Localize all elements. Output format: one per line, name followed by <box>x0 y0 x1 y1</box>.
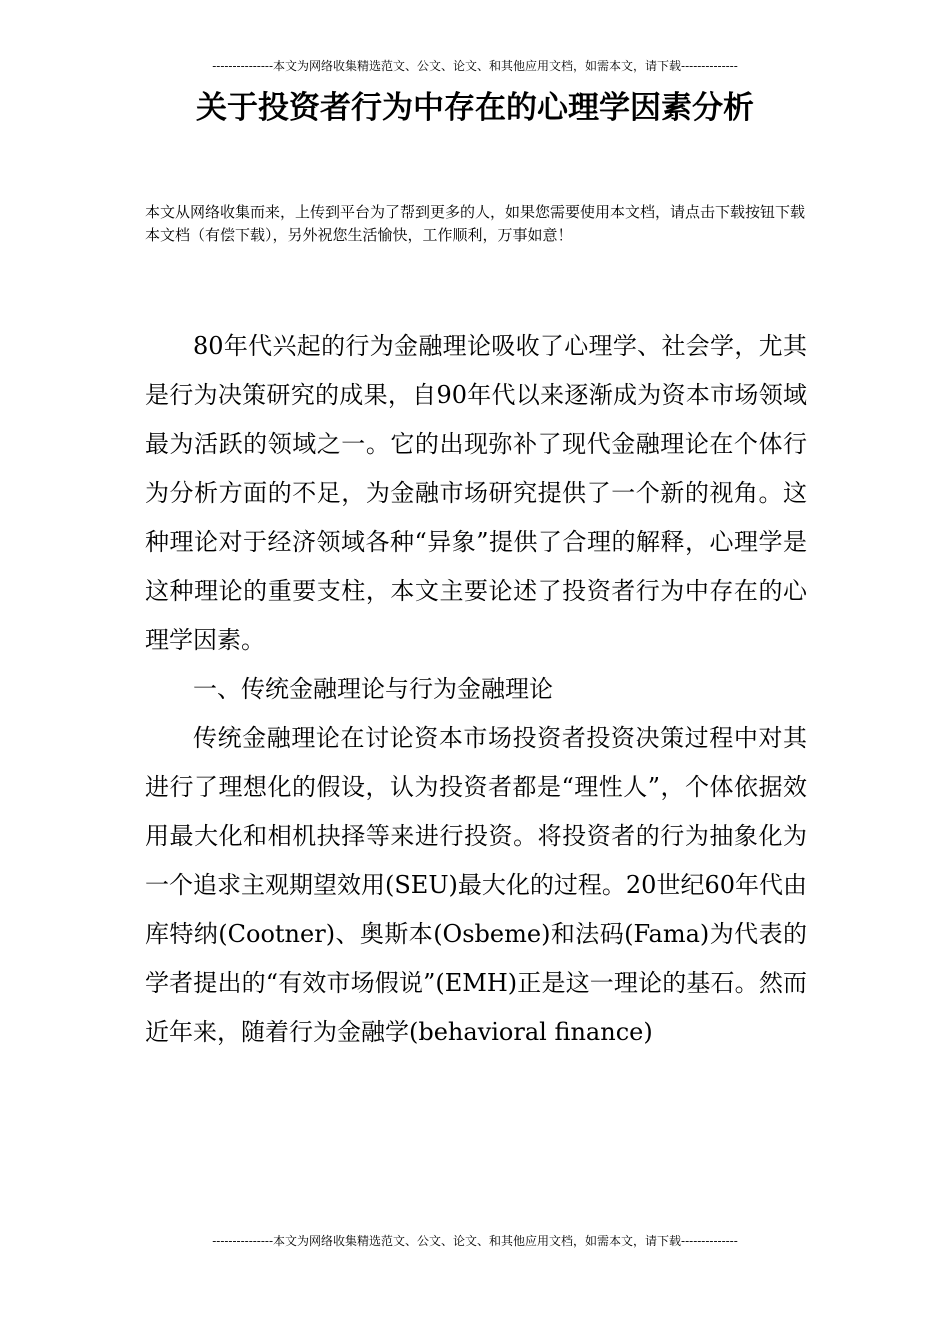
intro-notice: 本文从网络收集而来，上传到平台为了帮到更多的人，如果您需要使用本文档，请点击下载按钮下载本文档（有偿下载），另外祝您生活愉快，工作顺利，万事如意！ <box>145 203 806 244</box>
body-paragraph: 80年代兴起的行为金融理论吸收了心理学、社会学，尤其是行为决策研究的成果，自90年代以来逐渐成为资本市场领域最为活跃的领域之一。它的出现弥补了现代金融理论在个体行为分析方面的不足，为金融市场研究提供了一个新的视角。这种理论对于经济领域各种“异象”提供了合理的解释，心理学是这种理论的重要支柱，本文主要论述了投资者行为中存在的心理学因素。 <box>145 332 807 654</box>
section-heading: 一、传统金融理论与行为金融理论 <box>193 675 553 703</box>
body-paragraph: 传统金融理论在讨论资本市场投资者投资决策过程中对其进行了理想化的假设，认为投资者都是“理性人”，个体依据效用最大化和相机抉择等来进行投资。将投资者的行为抽象化为一个追求主观期望效用(SEU)最大化的过程。20世纪60年代由库特纳(Cootner)、奥斯本(Osbeme)和法码(Fama)为代表的学者提出的“有效市场假说”(EMH)正是这一理论的基石。然而近年来，随着行为金融学(behavioral finance) <box>145 724 807 1046</box>
page-header: ---------------本文为网络收集精选范文、公文、论文、和其他应用文档，如需本文，请下载-------------- <box>212 59 738 73</box>
document-body <box>145 322 807 1057</box>
page-footer: ---------------本文为网络收集精选范文、公文、论文、和其他应用文档，如需本文，请下载-------------- <box>212 1234 738 1248</box>
document-title: 关于投资者行为中存在的心理学因素分析 <box>196 90 754 126</box>
